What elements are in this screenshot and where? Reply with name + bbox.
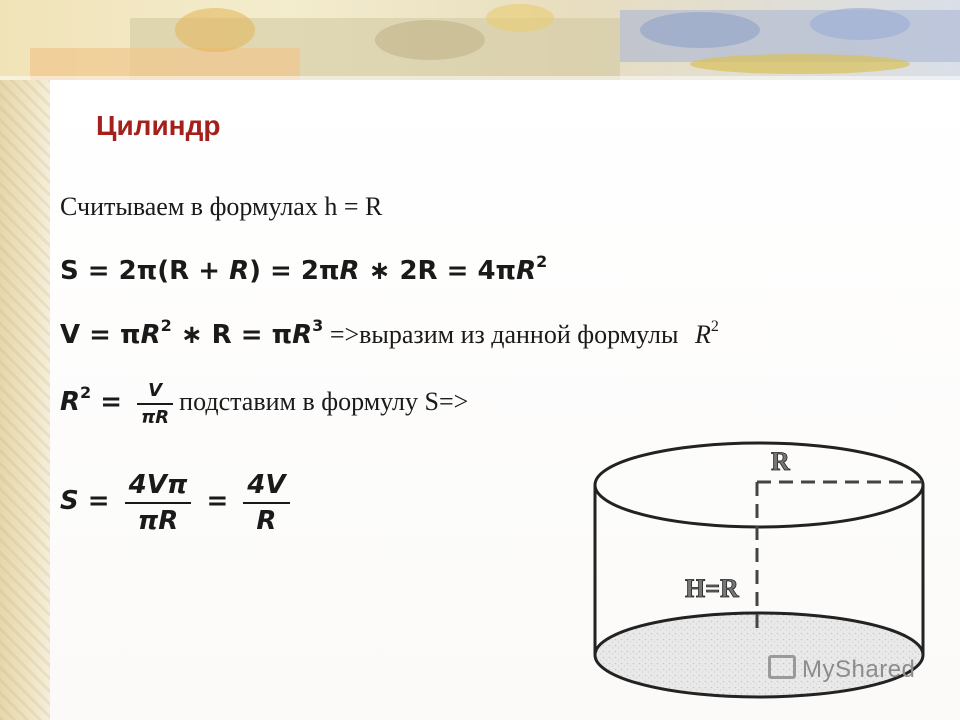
s-exponent: 2 — [536, 252, 548, 271]
slide-title: Цилиндр — [96, 110, 221, 141]
v-exp3: 2 — [710, 318, 719, 335]
watermark — [768, 655, 915, 684]
r2-numerator: V — [137, 380, 173, 405]
sf-fraction-2 — [243, 470, 289, 536]
v-r2: R — [292, 320, 313, 350]
r2-exp: 2 — [80, 382, 92, 402]
v-text: выразим из данной формулы — [359, 320, 679, 349]
left-texture-strip — [0, 0, 50, 720]
r2-eq: = — [91, 386, 132, 417]
r2-fraction — [137, 380, 173, 428]
sf-eq2: = — [197, 485, 238, 516]
intro-line: Считываем в формулах h = R — [60, 192, 383, 221]
v-eq1: = π — [80, 320, 141, 350]
floral-banner — [0, 0, 960, 80]
volume-formula — [60, 316, 719, 350]
sf-numerator-2: 4V — [243, 470, 289, 504]
r2-text: подставим в формулу S=> — [179, 386, 469, 416]
v-exp2: 3 — [312, 316, 324, 335]
v-eq2: ∗ R = π — [171, 320, 293, 350]
height-label: H=R — [685, 574, 739, 603]
cylinder-top — [595, 443, 923, 527]
s-eq1: = 2π(R + — [78, 256, 230, 286]
v-r3: R — [694, 320, 711, 349]
sf-denominator-2: R — [256, 506, 277, 536]
v-arrow: => — [323, 320, 360, 349]
watermark-text: MyShared — [802, 656, 916, 683]
r2-lhs: R — [60, 386, 81, 417]
v-exp1: 2 — [160, 316, 172, 335]
sf-denominator-1: πR — [137, 506, 179, 536]
s-lhs: S — [60, 256, 79, 286]
r-squared-formula — [60, 380, 468, 428]
s-r1: R — [229, 256, 250, 286]
sf-lhs: S — [60, 485, 79, 516]
surface-area-formula — [60, 252, 547, 286]
sf-numerator-1: 4Vπ — [125, 470, 192, 504]
watermark-logo-icon — [768, 655, 796, 679]
s-eq3: ∗ 2R = 4π — [359, 256, 517, 286]
s-eq2: ) = 2π — [249, 256, 340, 286]
sf-eq1: = — [78, 485, 119, 516]
r2-denominator: πR — [141, 407, 170, 428]
final-surface-formula — [60, 470, 296, 536]
sf-fraction-1 — [125, 470, 192, 536]
s-r2: R — [339, 256, 360, 286]
v-lhs: V — [60, 320, 81, 350]
v-r1: R — [140, 320, 161, 350]
s-r3: R — [516, 256, 537, 286]
radius-label: R — [771, 447, 790, 476]
